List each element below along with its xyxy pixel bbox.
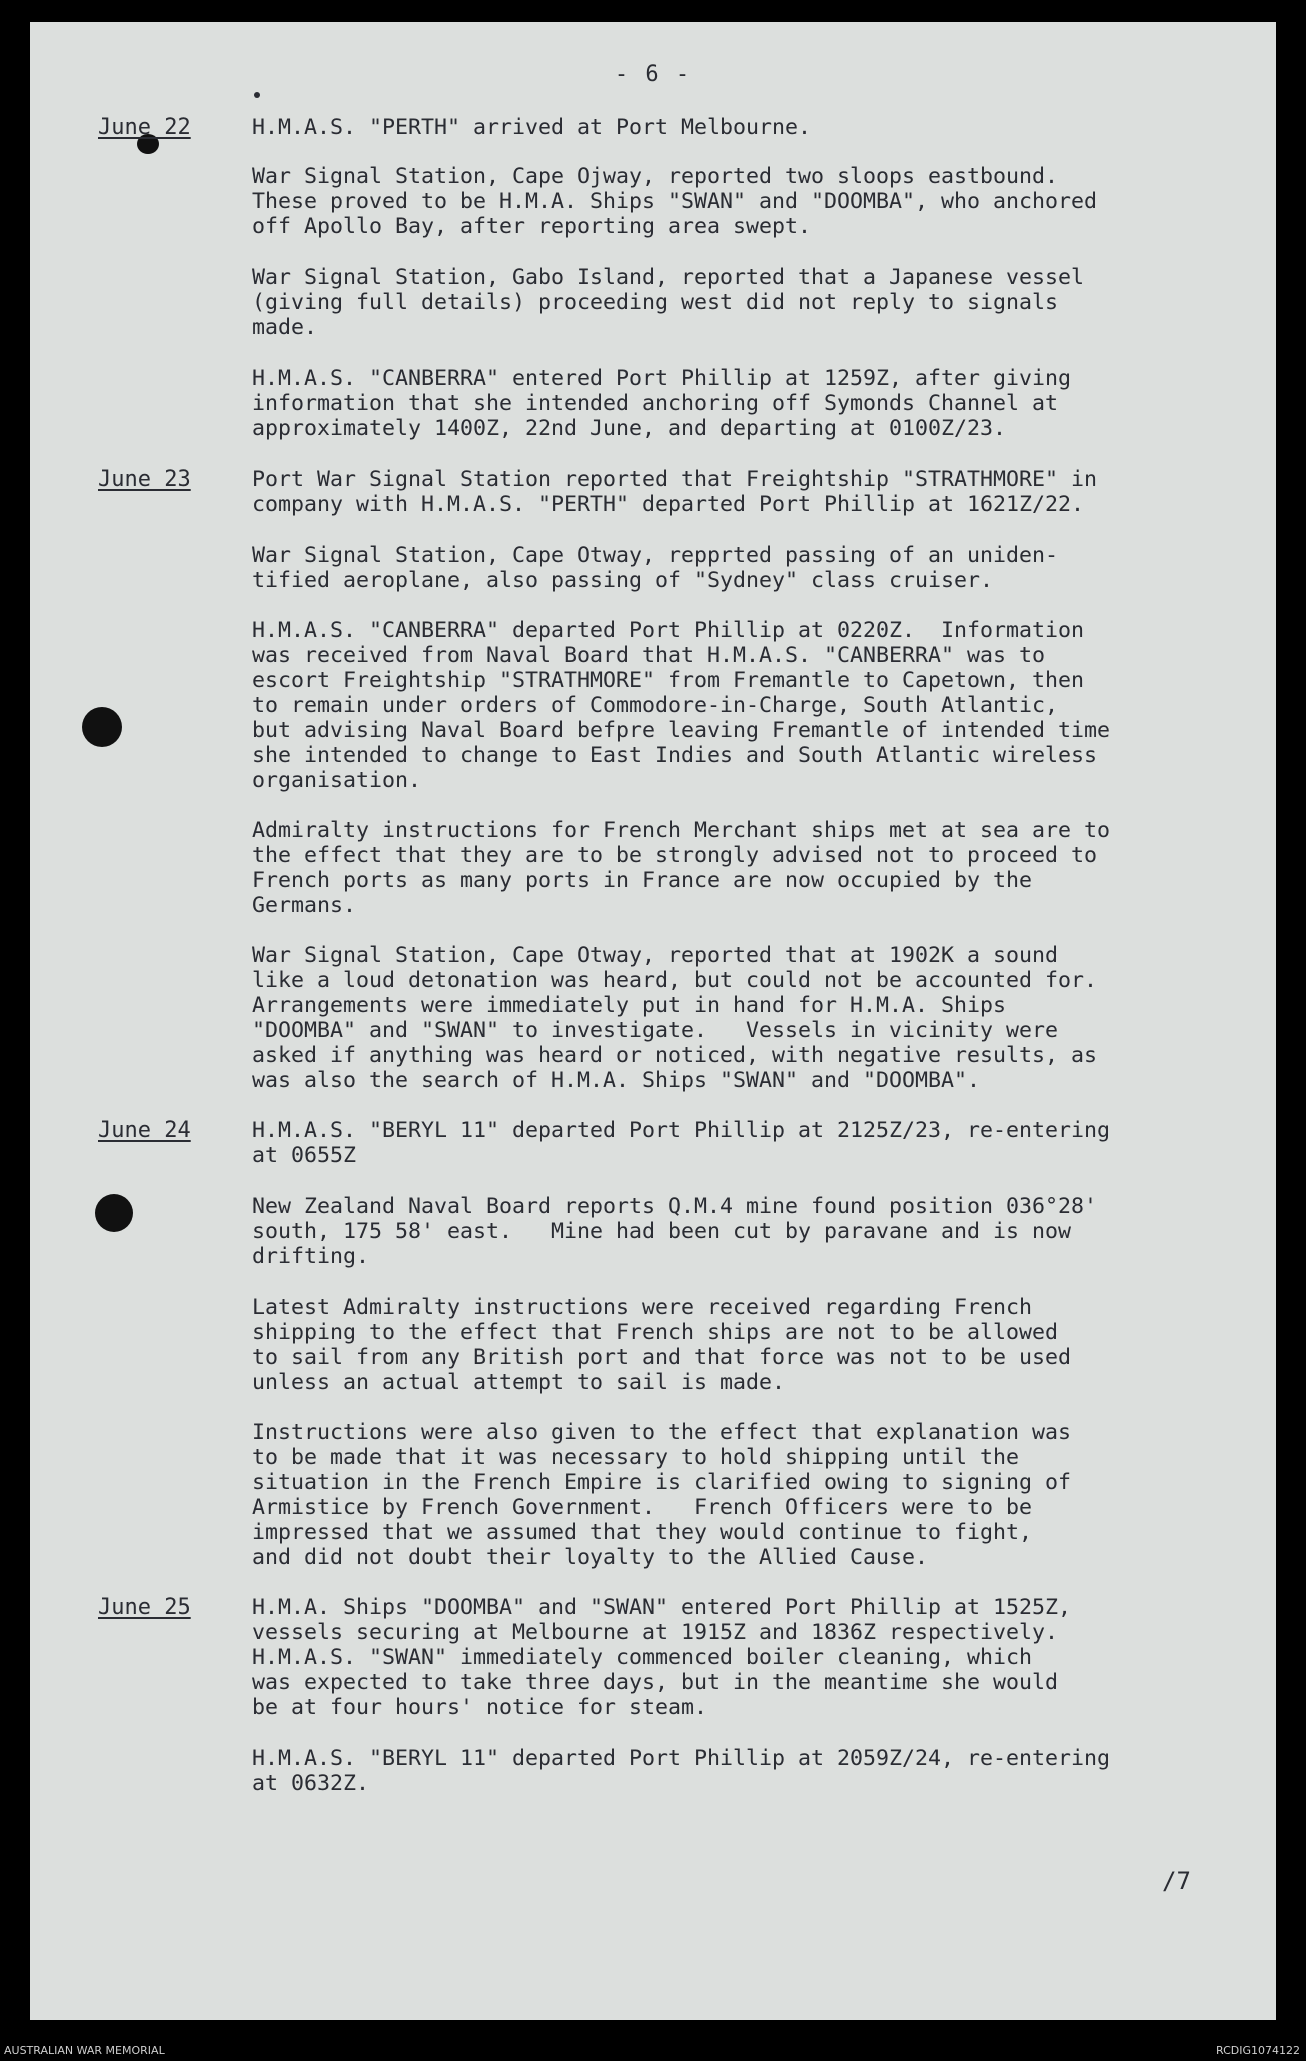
entry-paragraph: H.M.A. Ships "DOOMBA" and "SWAN" entered Port Phillip at 1525Z, vessels securing at Melbourne at 1915Z and 1836Z respectively. H.M.A.S. "SWAN" immediately commenced boiler cleaning, which was expected to take three days, but in the meantime she would be at four hours' notice for steam. [252,1595,1072,1720]
punch-hole-lower [95,1194,133,1232]
entry-paragraph: War Signal Station, Cape Otway, repprted passing of an uniden- tified aeroplane, also passing of "Sydney" class cruiser. [252,543,1059,593]
entry-paragraph: H.M.A.S. "CANBERRA" departed Port Phillip at 0220Z. Information was received from Naval Board that H.M.A.S. "CANBERRA" was to escort Freightship "STRATHMORE" from Fremantle to Capetown, then to remain under orders of Commodore-in-Charge, South Atlantic, but advising Naval Board befpre leaving Fremantle of intended time she intended to change to East Indies and South Atlantic wireless organisation. [252,618,1111,793]
entry-date: June 22 [98,115,191,140]
entry-paragraph: H.M.A.S. "PERTH" arrived at Port Melbourne. [252,115,812,140]
entry-paragraph: Latest Admiralty instructions were received regarding French shipping to the effect that French ships are not to be allowed to sail from any British port and that force was not to be used unless an actual attempt to sail is made. [252,1295,1072,1395]
footer-archive-name: AUSTRALIAN WAR MEMORIAL [4,2044,165,2057]
entry-paragraph: Admiralty instructions for French Merchant ships met at sea are to the effect that they are to be strongly advised not to proceed to French ports as many ports in France are now occupied by the Germans. [252,818,1111,918]
entry-paragraph: Instructions were also given to the effect that explanation was to be made that it was necessary to hold shipping until the situation in the French Empire is clarified owing to signing of Armistice by French Government. French Officers were to be impressed that we assumed that they would continue to fight, and did not doubt their loyalty to the Allied Cause. [252,1420,1072,1570]
entry-date: June 24 [98,1118,191,1143]
entry-paragraph: H.M.A.S. "BERYL 11" departed Port Phillip at 2059Z/24, re-entering at 0632Z. [252,1746,1111,1796]
footer-record-id: RCDIG1074122 [1215,2044,1300,2057]
entry-paragraph: H.M.A.S. "BERYL 11" departed Port Phillip at 2125Z/23, re-entering at 0655Z [252,1118,1111,1168]
entry-date: June 25 [98,1595,191,1620]
document-page [30,22,1276,2020]
entry-paragraph: H.M.A.S. "CANBERRA" entered Port Phillip at 1259Z, after giving information that she intended anchoring off Symonds Channel at approximately 1400Z, 22nd June, and departing at 0100Z/23. [252,366,1072,441]
entry-paragraph: War Signal Station, Cape Ojway, reported two sloops eastbound. These proved to be H.M.A. Ships "SWAN" and "DOOMBA", who anchored off Apollo Bay, after reporting area swept. [252,164,1098,239]
entry-date: June 23 [98,467,191,492]
entry-paragraph: Port War Signal Station reported that Freightship "STRATHMORE" in company with H.M.A.S. "PERTH" departed Port Phillip at 1621Z/22. [252,467,1098,517]
continued-page-marker: /7 [1162,1867,1191,1895]
pin-hole [254,92,260,98]
entry-paragraph: War Signal Station, Cape Otway, reported that at 1902K a sound like a loud detonation was heard, but could not be accounted for. Arrangements were immediately put in hand for H.M.A. Ships "DOOMBA" and "SWAN" to investigate. Vessels in vicinity were asked if anything was heard or noticed, with negative results, as was also the search of H.M.A. Ships "SWAN" and "DOOMBA". [252,943,1098,1093]
entry-paragraph: War Signal Station, Gabo Island, reported that a Japanese vessel (giving full details) proceeding west did not reply to signals made. [252,265,1085,340]
entry-paragraph: New Zealand Naval Board reports Q.M.4 mine found position 036°28' south, 175 58' east. Mine had been cut by paravane and is now drifting. [252,1194,1098,1269]
page-number: - 6 - [614,62,692,87]
punch-hole-upper [82,707,122,747]
